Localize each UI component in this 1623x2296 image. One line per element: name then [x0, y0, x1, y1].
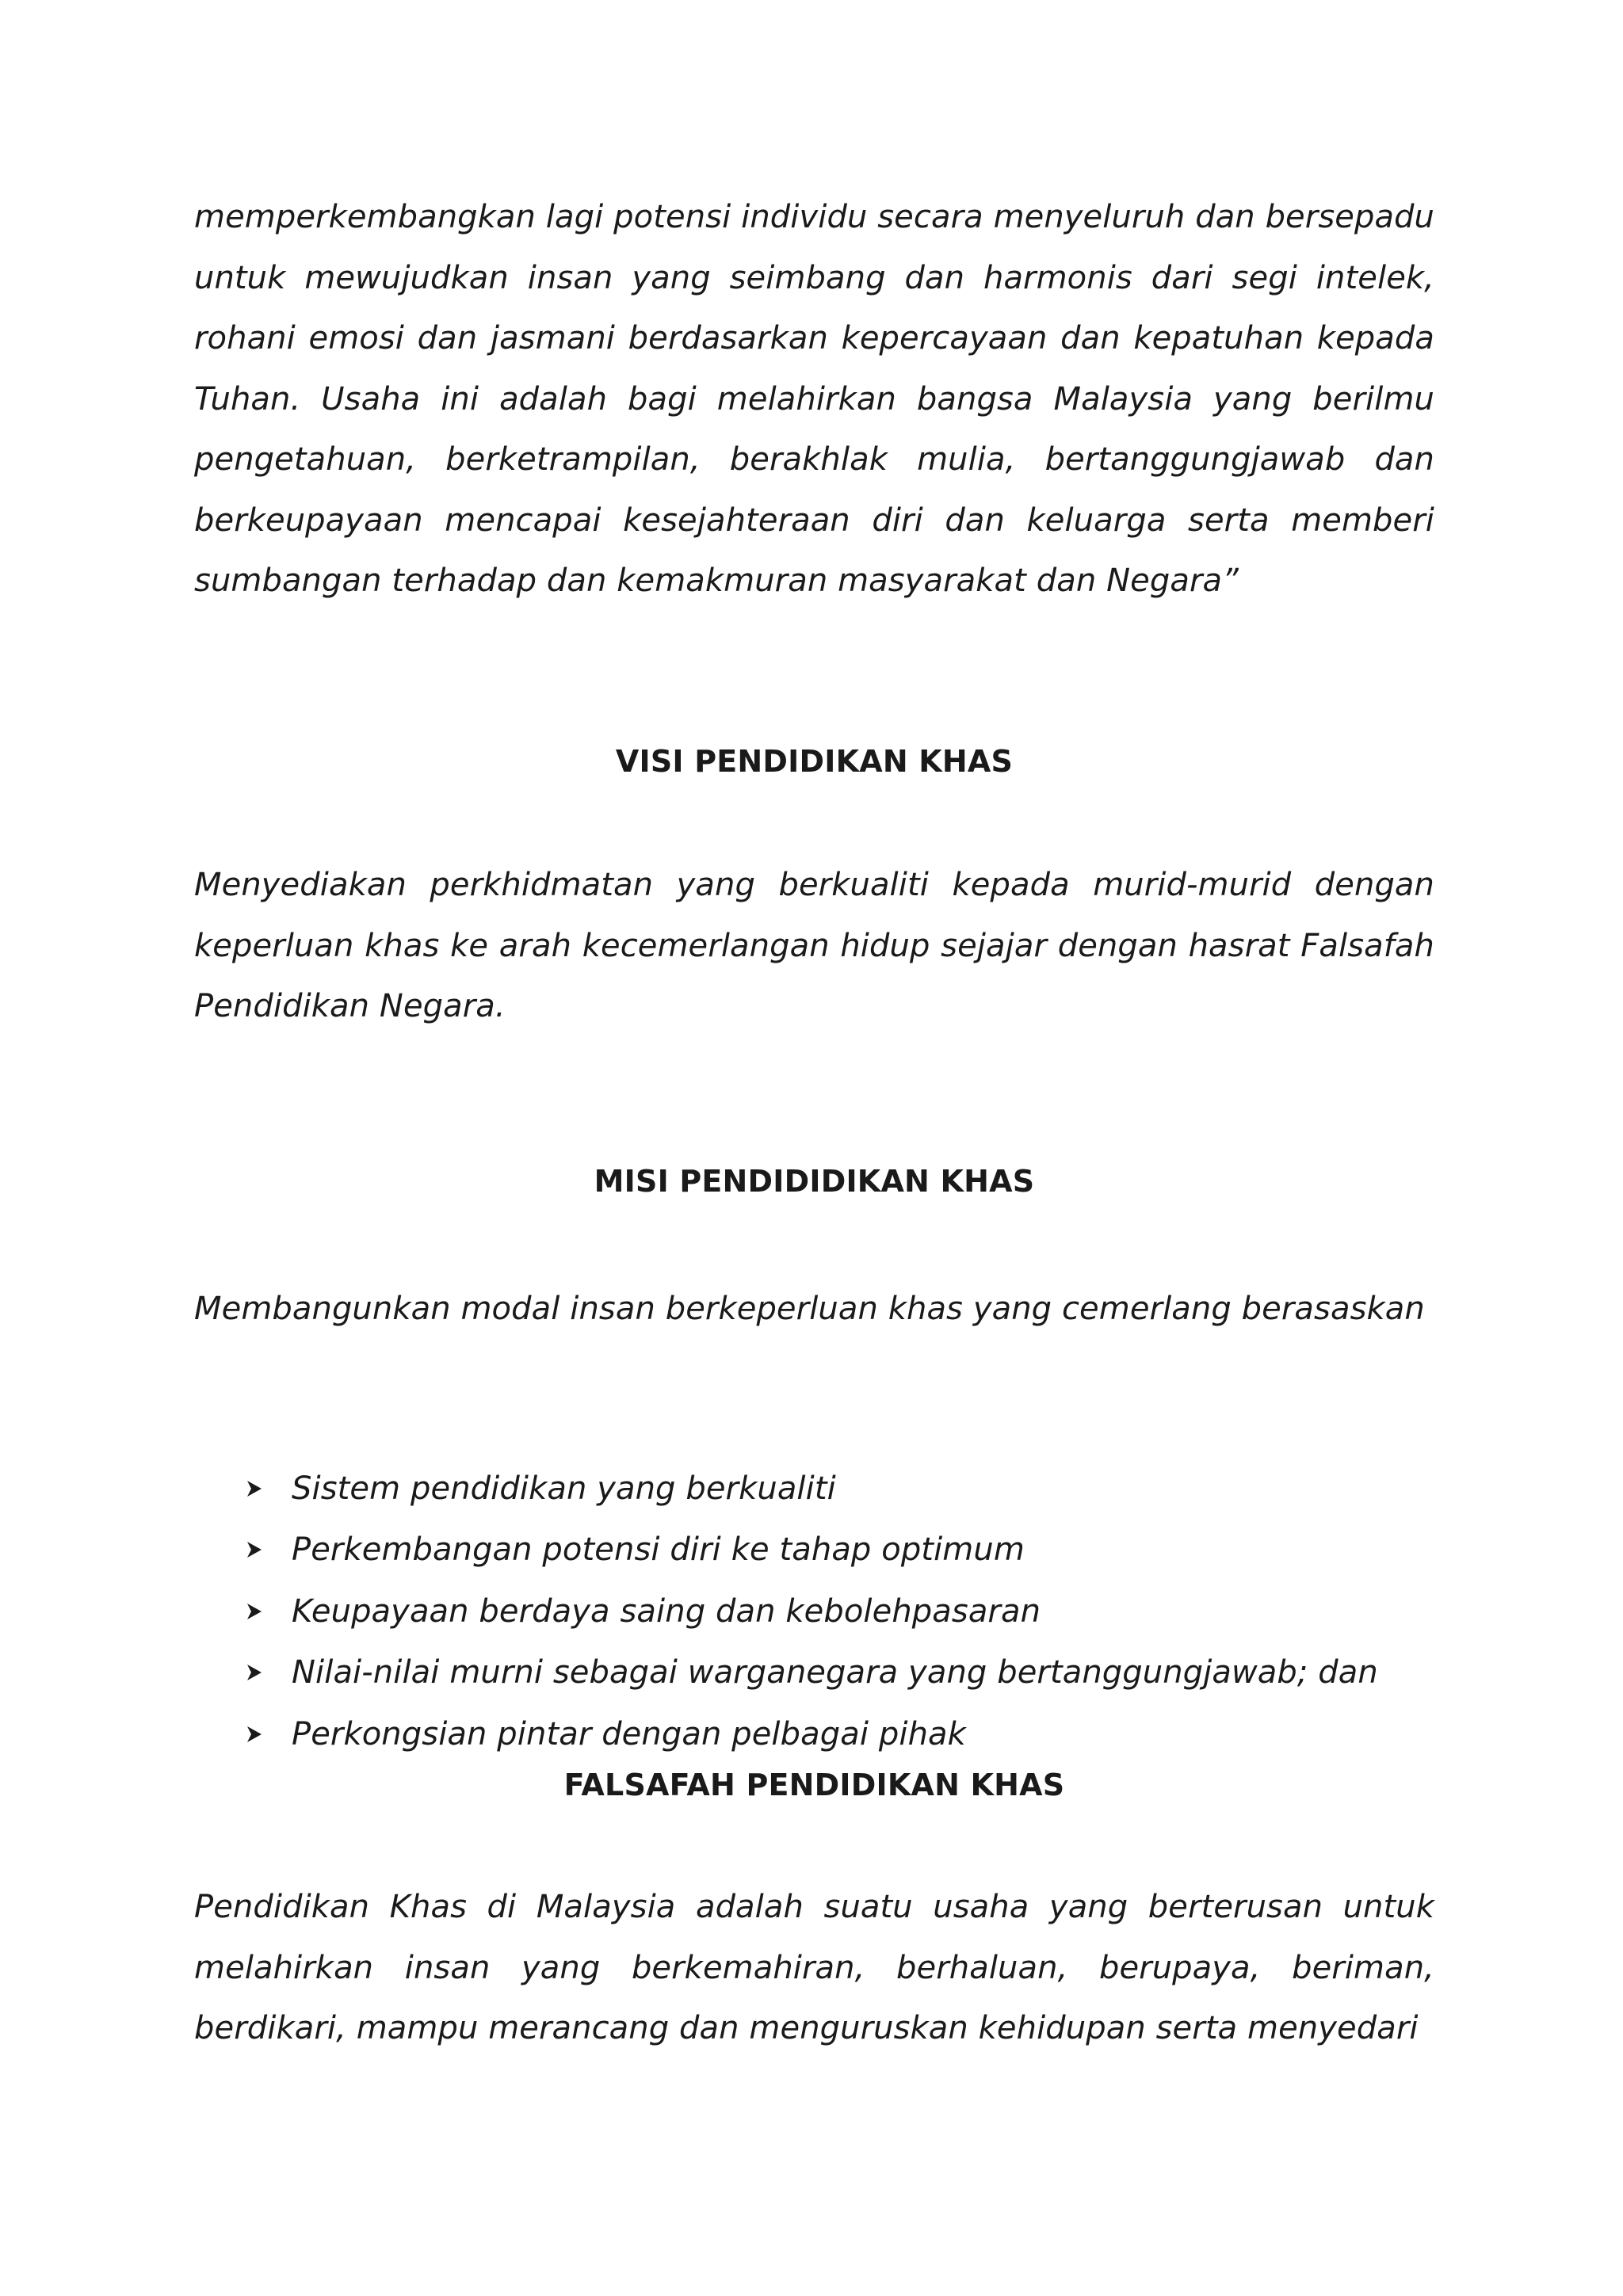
arrowhead-bullet-icon	[246, 1540, 292, 1559]
arrowhead-bullet-icon	[246, 1602, 292, 1621]
list-item	[246, 1458, 1486, 1520]
bullet-text: Nilai-nilai murni sebagai warganegara yang bertanggungjawab; dan	[292, 1654, 1378, 1691]
arrowhead-bullet-icon	[246, 1725, 292, 1744]
arrowhead-bullet-icon	[246, 1479, 292, 1498]
misi-paragraph: Membangunkan modal insan berkeperluan khas yang cemerlang berasaskan	[194, 1291, 1425, 1327]
prelude-paragraph: memperkembangkan lagi potensi individu secara menyeluruh dan bersepadu untuk mewujudkan insan yang seimbang dan harmonis dari segi intelek, rohani emosi dan jasmani berdasarkan kepercayaan dan kepatuhan kepada Tuhan. Usaha ini adalah bagi melahirkan bangsa Malaysia yang berilmu pengetahuan, berketrampilan, berakhlak mulia, bertanggungjawab dan berkeupayaan mencapai kesejahteraan diri dan keluarga serta memberi sumbangan terhadap dan kemakmuran masyarakat dan Negara”	[194, 199, 1435, 599]
misi-bullet-list	[194, 1458, 1486, 1765]
bullet-text: Perkembangan potensi diri ke tahap optimum	[292, 1531, 1025, 1569]
visi-paragraph: Menyediakan perkhidmatan yang berkualiti kepada murid-murid dengan keperluan khas ke arah kecemerlangan hidup sejajar dengan hasrat Falsafah Pendidikan Negara.	[194, 867, 1434, 1024]
list-item	[246, 1642, 1486, 1704]
bullet-text: Perkongsian pintar dengan pelbagai pihak	[292, 1715, 966, 1753]
misi-heading: MISI PENDIDIDIKAN KHAS	[594, 1164, 1035, 1199]
arrowhead-bullet-icon	[246, 1663, 292, 1682]
list-item	[246, 1703, 1486, 1765]
bullet-text: Keupayaan berdaya saing dan kebolehpasaran	[292, 1592, 1041, 1630]
falsafah-heading: FALSAFAH PENDIDIKAN KHAS	[563, 1768, 1065, 1802]
falsafah-paragraph: Pendidikan Khas di Malaysia adalah suatu usaha yang berterusan untuk melahirkan insan yang berkemahiran, berhaluan, berupaya, beriman, berdikari, mampu merancang dan menguruskan kehidupan serta menyedari	[194, 1889, 1434, 2046]
list-item	[246, 1520, 1486, 1581]
visi-heading: VISI PENDIDIKAN KHAS	[615, 744, 1014, 779]
list-item	[246, 1581, 1486, 1642]
bullet-text: Sistem pendidikan yang berkualiti	[292, 1470, 836, 1507]
